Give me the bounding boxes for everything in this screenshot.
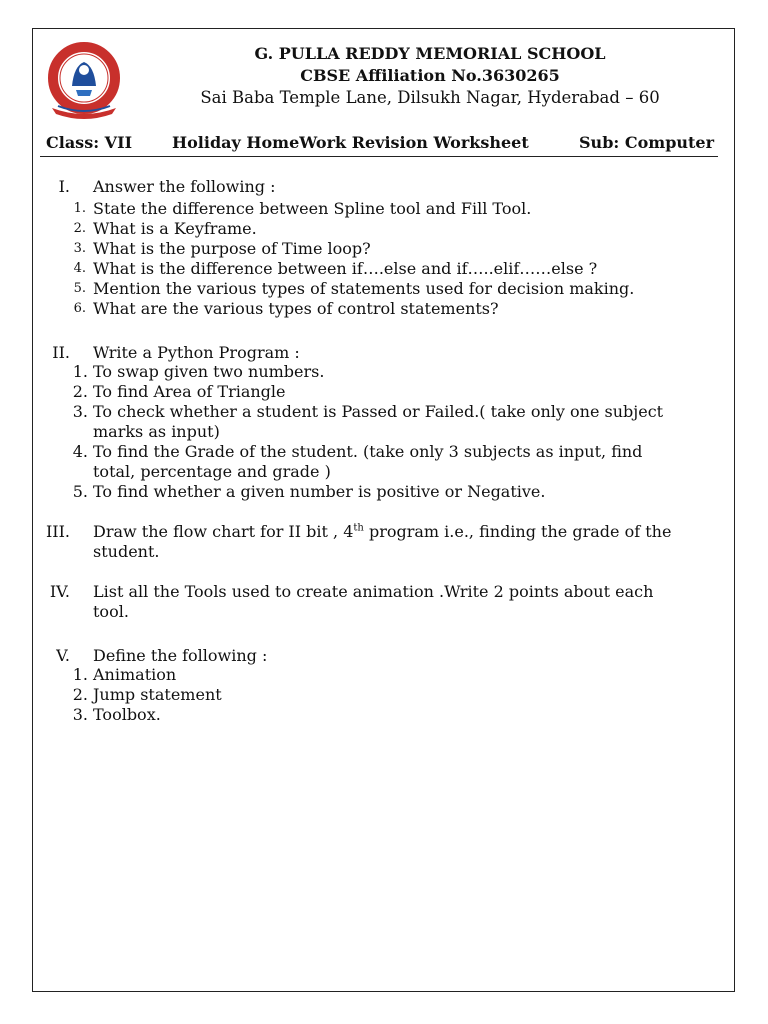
question-text-continuation: student.	[93, 542, 160, 561]
question-text: List all the Tools used to create animation .Write 2 points about each	[93, 582, 654, 601]
list-number: 2.	[72, 685, 88, 704]
list-number: 2.	[73, 221, 86, 236]
list-item: To swap given two numbers.	[93, 362, 325, 381]
section-numeral: II.	[52, 343, 70, 362]
section-numeral: IV.	[49, 582, 70, 601]
list-item: To check whether a student is Passed or Failed.( take only one subject	[93, 402, 664, 421]
list-number: 4.	[73, 261, 86, 276]
section-numeral: I.	[58, 177, 70, 196]
list-number: 1.	[72, 665, 88, 684]
list-item: To find Area of Triangle	[93, 382, 286, 401]
list-number: 2.	[72, 382, 88, 401]
school-name: G. PULLA REDDY MEMORIAL SCHOOL	[254, 44, 606, 63]
question-text-part: Draw the flow chart for II bit , 4	[93, 522, 354, 541]
list-number: 3.	[72, 705, 88, 724]
list-number: 3.	[72, 402, 88, 421]
school-address: Sai Baba Temple Lane, Dilsukh Nagar, Hyderabad – 60	[200, 88, 660, 107]
list-item: What is a Keyframe.	[93, 219, 257, 238]
list-number: 1.	[72, 362, 88, 381]
list-item: State the difference between Spline tool and Fill Tool.	[93, 199, 532, 218]
section-heading: Define the following :	[93, 646, 268, 665]
list-item: To find the Grade of the student. (take only 3 subjects as input, find	[93, 442, 643, 461]
list-number: 3.	[73, 241, 86, 256]
school-logo	[42, 42, 126, 122]
list-item: Animation	[93, 665, 177, 684]
list-number: 4.	[72, 442, 88, 461]
question-text-part: program i.e., finding the grade of the	[363, 522, 672, 541]
question-text-continuation: tool.	[93, 602, 129, 621]
header-divider	[40, 156, 718, 157]
list-number: 1.	[73, 201, 86, 216]
list-number: 5.	[72, 482, 88, 501]
list-item: What is the difference between if….else and if…..elif……else ?	[93, 259, 598, 278]
page-border	[32, 28, 735, 992]
class-label: Class: VII	[46, 133, 133, 152]
list-item: To find whether a given number is positive or Negative.	[93, 482, 546, 501]
list-item-continuation: marks as input)	[93, 422, 220, 441]
list-item: Mention the various types of statements used for decision making.	[93, 279, 635, 298]
list-number: 5.	[73, 281, 86, 296]
worksheet-title: Holiday HomeWork Revision Worksheet	[172, 133, 529, 152]
list-number: 6.	[73, 301, 86, 316]
list-item-continuation: total, percentage and grade )	[93, 462, 331, 481]
list-item: What are the various types of control statements?	[93, 299, 499, 318]
subject-label: Sub: Computer	[579, 133, 715, 152]
section-heading: Write a Python Program :	[93, 343, 300, 362]
section-numeral: V.	[56, 646, 70, 665]
section-numeral: III.	[45, 522, 70, 541]
list-item: What is the purpose of Time loop?	[93, 239, 371, 258]
list-item: Toolbox.	[93, 705, 161, 724]
question-text	[93, 522, 671, 542]
affiliation-number: CBSE Affiliation No.3630265	[300, 66, 560, 85]
ordinal-suffix: th	[353, 522, 364, 534]
section-heading: Answer the following :	[93, 177, 276, 196]
list-item: Jump statement	[93, 685, 222, 704]
